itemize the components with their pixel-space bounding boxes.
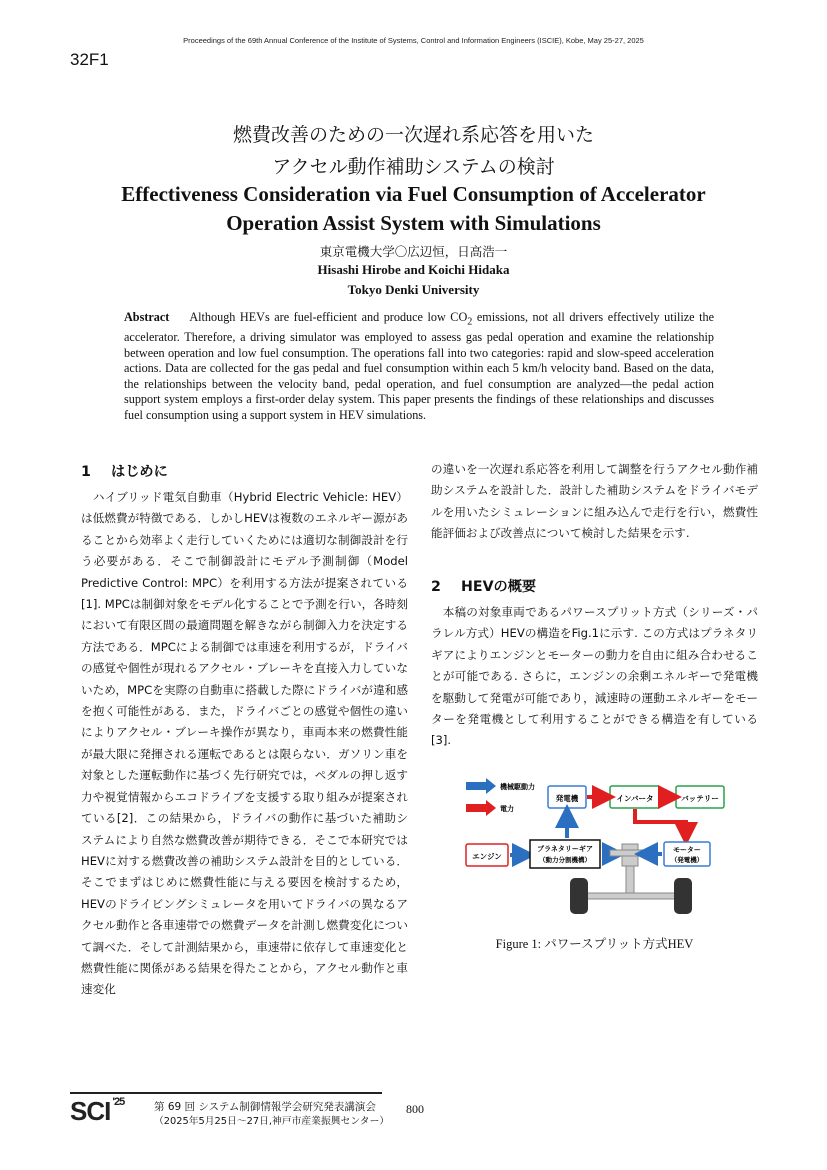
authors-en: Hisashi Hirobe and Koichi Hidaka (317, 262, 510, 277)
section1-title: はじめに (111, 464, 168, 480)
authors-ja: 東京電機大学〇広辺恒，日高浩一 (319, 244, 508, 259)
wheel-rear-right (674, 878, 692, 914)
engine-label: エンジン (472, 852, 502, 861)
rear-axle (586, 893, 676, 899)
title-ja-line1: 燃費改善のための一次遅れ系応答を用いた (232, 124, 594, 146)
title-ja-line2: アクセル動作補助システムの検討 (272, 156, 555, 178)
planetary-label-1: プラネタリーギア (537, 845, 593, 853)
section1-number: 1 (81, 464, 91, 480)
planetary-label-2: （動力分割機構） (539, 856, 591, 864)
abstract-label: Abstract (124, 310, 170, 324)
proceedings-header: Proceedings of the 69th Annual Conference of the Institute of Systems, Control and Information Engineers (ISCIE), Kobe, May 25-27, 2025 (183, 36, 644, 45)
paper-code: 32F1 (70, 50, 109, 69)
abstract-subscript: 2 (467, 316, 473, 328)
footer-dates: （2025年5月25日～27日,神戸市産業振興センター） (154, 1116, 390, 1127)
inverter-to-motor-arrow (635, 809, 686, 834)
figure-caption: Figure 1: パワースプリット方式HEV (495, 937, 694, 951)
front-axle (610, 850, 650, 856)
abstract-text-2: emissions, not all drivers effectively utilize the accelerator. Therefore, a driving simulator was employed to assess gas pedal operation and examine the relationship between operation and low fuel consumption. The operations fall into two categories: rapid and slow-speed acceleration actions. Data are collected for the gas pedal and fuel consumption within each 5 km/h velocity band. Based on the data, the relationships between the velocity band, pedal operation, and fuel consumption are analyzed—the pedal action support system employs a first-order delay system. This paper presents the findings of these relationships and discusses fuel consumption using a support system in HEV simulations. (124, 310, 715, 422)
abstract-text-1: Although HEVs are fuel-efficient and produce low CO (189, 310, 468, 324)
page-number: 800 (406, 1102, 424, 1116)
abstract (124, 310, 714, 424)
figure-hev-diagram (460, 778, 730, 918)
section1-continuation: の違いを一次遅れ系応答を利用して調整を行うアクセル動作補助システムを設計した．設計した補助システムをドライバモデルを用いたシミュレーションに組み込んで走行を行い，燃費性能評価および改善点について検討した結果を示す. (431, 462, 758, 541)
inverter-label: インバータ (616, 794, 654, 803)
section2-heading (431, 576, 536, 596)
section2-title: HEVの概要 (461, 579, 537, 595)
generator-label: 発電機 (555, 794, 579, 803)
section1-heading (81, 461, 168, 481)
section2-paragraph: 本稿の対象車両であるパワースプリット方式（シリーズ・パラレル方式）HEVの構造をFig.1に示す. この方式はプラネタリギアによりエンジンとモーターの動力を自由に組み合わせることが可能である. さらに，エンジンの余剰エネルギーで発電機を駆動して発電が可能であり，減速時の運動エネルギーをモーターを発電機として利用することができる構造を有している[3]. (431, 605, 758, 748)
footer-conference: 第 69 回 システム制御情報学会研究発表講演会 (154, 1101, 376, 1113)
motor-label-2: （発電機） (670, 856, 704, 864)
section1-paragraph: ハイブリッド電気自動車（Hybrid Electric Vehicle: HEV）は低燃費が特徴である．しかしHEVは複数のエネルギー源があることから効率よく走行していくためには適切な制御設計を行う必要がある．そこで制御設計にモデル予測制御（Model Predictive Control: MPC）を利用する方法が提案されている[1]. MPCは制御対象をモデル化することで予測を行い，各時刻において有限区間の最適問題を解きながら制御入力を決定する方法である．MPCによる制御では車速を利用するが，ドライバの感覚や個性が現れるアクセル・ブレーキを直接入力していないため，MPCを実際の自動車に搭載した際にドライバが違和感を抱く可能性がある．また，ドライバごとの感覚や個性の違いによりアクセル・ブレーキ操作が異なり，車両本来の燃費性能が最大限に発揮される運転であるとは限らない．ガソリン車を対象とした運転動作に基づく先行研究では，ペダルの押し返す力や視覚情報からエコドライブを支援する取り組みが提案されている[2]．この結果から，ドライバの動作に基づいた補助システムにより自然な燃費改善が期待できる．そこで本研究ではHEVに対する燃費改善の補助システム設計を目的としている．そこでまずはじめに燃費性能に与える要因を検討するため，HEVのドライビングシミュレータを用いてドライバの異なるアクセル動作と各車速帯での燃費データを計測し燃費変化について調べた．そして計測結果から，車速帯に依存して車速変化と燃費性能に関係がある結果を得たことから，アクセル動作と車速変化 (81, 490, 408, 997)
legend-mech-label: 機械駆動力 (500, 783, 535, 791)
affiliation: Tokyo Denki University (347, 282, 480, 297)
wheel-rear-left (570, 878, 588, 914)
motor-label-1: モーター (673, 846, 701, 854)
logo-text: SCI (70, 1096, 111, 1126)
legend-elec-arrow (466, 800, 496, 816)
title-en-line2: Operation Assist System with Simulations (226, 211, 601, 235)
footer-rule (70, 1092, 382, 1094)
legend-mech-arrow (466, 778, 496, 794)
drive-shaft (626, 866, 634, 896)
title-en-line1: Effectiveness Consideration via Fuel Consumption of Accelerator (121, 182, 706, 206)
legend-elec-label: 電力 (500, 805, 514, 813)
section2-number: 2 (431, 579, 441, 595)
logo-year: '25 (112, 1096, 125, 1108)
battery-label: バッテリー (681, 794, 719, 803)
conference-logo (70, 1096, 124, 1127)
